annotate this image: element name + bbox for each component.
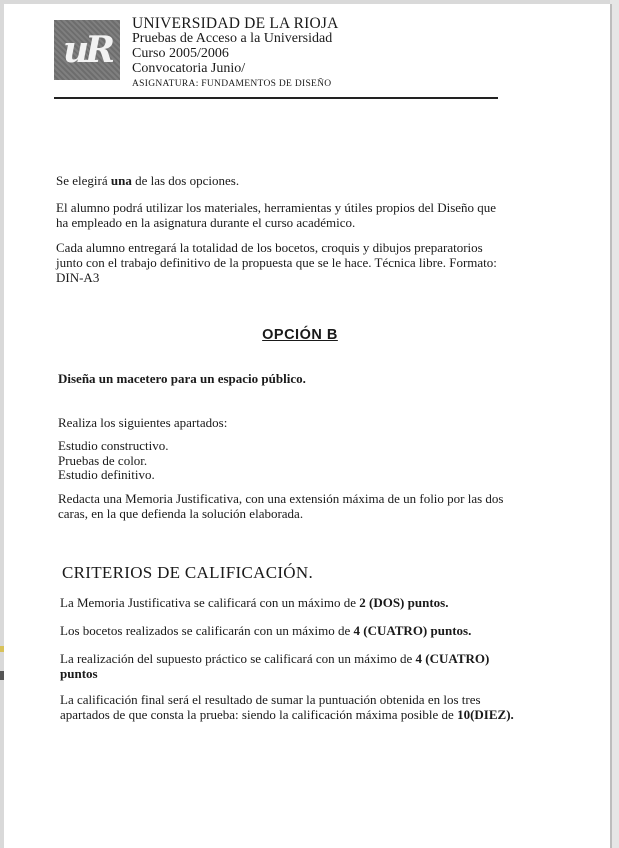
exam-session: Convocatoria Junio/ — [132, 61, 246, 76]
scan-edge — [610, 0, 619, 848]
logo-text: uR — [62, 29, 112, 71]
list-item: Pruebas de color. — [58, 452, 148, 468]
university-logo — [54, 20, 120, 80]
intro-delivery: Cada alumno entregará la totalidad de los bocetos, croquis y dibujos preparatorios junto con el trabajo definitivo de la propuesta que se le hace. Técnica libre. Formato: DIN-A3 — [56, 240, 497, 285]
course-year: Curso 2005/2006 — [132, 46, 229, 61]
intro-materials: El alumno podrá utilizar los materiales, herramientas y útiles propios del Diseño que ha empleado en la asignatura durante el curso académico. — [56, 200, 497, 230]
option-title: OPCIÓN B — [262, 327, 338, 343]
exam-name: Pruebas de Acceso a la Universidad — [132, 31, 333, 46]
option-instructions: Realiza los siguientes apartados: — [58, 415, 228, 430]
subject-name: ASIGNATURA: FUNDAMENTOS DE DISEÑO — [132, 79, 332, 89]
option-memoria: Redacta una Memoria Justificativa, con una extensión máxima de un folio por las dos caras, en la que defienda la solución elaborada. — [58, 491, 504, 521]
document-header — [132, 16, 339, 92]
university-name: UNIVERSIDAD DE LA RIOJA — [132, 15, 339, 32]
criterion-final: La calificación final será el resultado de sumar la puntuación obtenida en los tres apartados de que consta la prueba: siendo la calificación máxima posible de 10(DIEZ). — [60, 692, 514, 722]
header-divider — [54, 97, 498, 99]
list-item: Estudio constructivo. — [58, 438, 169, 453]
criterion-memoria: La Memoria Justificativa se calificará con un máximo de 2 (DOS) puntos. — [60, 595, 449, 610]
option-items — [58, 439, 169, 483]
criterion-bocetos: Los bocetos realizados se calificarán con un máximo de 4 (CUATRO) puntos. — [60, 623, 472, 638]
list-item: Estudio definitivo. — [58, 467, 155, 482]
criteria-title: CRITERIOS DE CALIFICACIÓN. — [62, 563, 313, 582]
option-task: Diseña un macetero para un espacio público. — [58, 371, 306, 386]
intro-choice: Se elegirá una de las dos opciones. — [56, 173, 240, 188]
criterion-practico: La realización del supuesto práctico se calificará con un máximo de 4 (CUATRO) puntos — [60, 651, 490, 681]
